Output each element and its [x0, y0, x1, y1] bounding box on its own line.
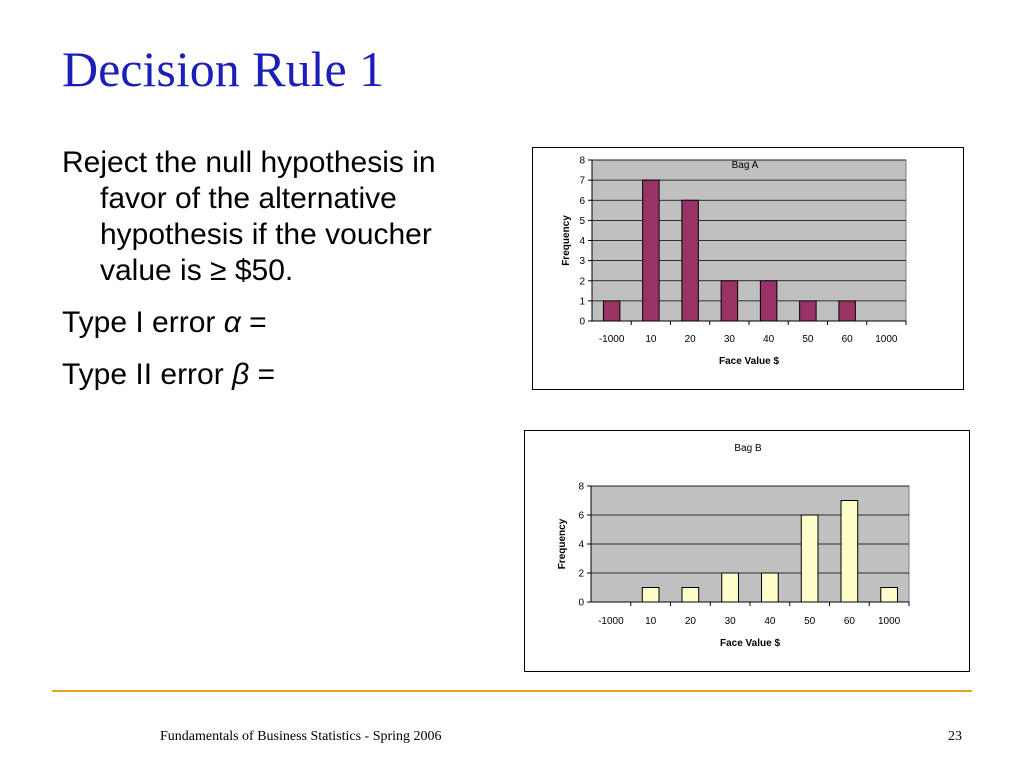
bag-a-y-axis-label: Frequency: [561, 215, 572, 266]
bag-b-x-tick-label: -1000: [598, 616, 624, 627]
bag-a-y-tick-label: 7: [579, 175, 585, 187]
bag-a-y-tick-label: 0: [579, 316, 585, 328]
bag-a-x-tick-label: -1000: [598, 334, 625, 345]
bag-a-title: Bag A: [731, 160, 759, 171]
type-two-error-label: Type II error: [62, 358, 233, 391]
slide-body: [62, 145, 502, 409]
bag-a-x-tick-label: 50: [802, 334, 814, 345]
beta-symbol: β: [232, 358, 250, 391]
bag-b-x-tick-label: 30: [724, 616, 736, 627]
bag-b-bar: [841, 501, 858, 603]
bag-b-chart: [524, 430, 970, 672]
bag-a-y-tick-label: 3: [579, 256, 585, 268]
bag-a-x-tick-label: 1000: [875, 334, 898, 345]
type-one-error-line: [62, 305, 502, 341]
page-number: 23: [948, 729, 962, 744]
bag-a-x-tick-label: 60: [841, 334, 853, 345]
bag-b-bar: [801, 515, 818, 602]
bag-b-y-tick-label: 0: [578, 597, 584, 609]
bag-a-y-tick-label: 6: [579, 195, 585, 207]
bag-b-bar: [682, 588, 699, 603]
bag-a-chart: [532, 147, 964, 390]
bag-a-bar: [643, 180, 659, 321]
type-one-error-label: Type I error: [62, 306, 224, 339]
bag-b-y-tick-label: 2: [578, 568, 584, 580]
alpha-symbol: α: [223, 306, 241, 339]
bag-b-x-tick-label: 1000: [878, 616, 901, 627]
bag-a-y-tick-label: 5: [579, 215, 585, 227]
footer-text: Fundamentals of Business Statistics - Spring 2006: [160, 729, 442, 744]
bag-b-bar: [762, 573, 779, 602]
bag-b-bar: [722, 573, 739, 602]
bag-b-x-tick-label: 20: [684, 616, 696, 627]
bag-a-chart-svg: [533, 148, 963, 389]
bag-a-bar: [760, 281, 776, 321]
bag-a-x-axis-label: Face Value $: [718, 356, 780, 367]
footer-rule: [52, 690, 972, 692]
bag-b-title: Bag B: [734, 443, 762, 454]
bag-b-chart-svg: [525, 431, 969, 671]
type-two-error-line: [62, 357, 502, 393]
bag-a-y-tick-label: 1: [579, 296, 585, 308]
bag-b-x-axis-label: Face Value $: [719, 638, 781, 649]
bag-a-x-tick-label: 30: [723, 334, 735, 345]
bag-a-y-tick-label: 2: [579, 276, 585, 288]
bag-a-bar: [839, 301, 855, 321]
bag-b-x-tick-label: 40: [764, 616, 776, 627]
bag-a-x-tick-label: 40: [763, 334, 775, 345]
bag-b-bar: [642, 588, 659, 603]
bag-b-x-tick-label: 10: [645, 616, 657, 627]
type-one-error-equals: =: [240, 306, 267, 339]
bag-a-bar: [603, 301, 619, 321]
bag-a-y-tick-label: 8: [579, 155, 585, 167]
bag-b-bar: [881, 588, 898, 603]
bag-b-x-tick-label: 50: [804, 616, 816, 627]
bag-a-bar: [800, 301, 816, 321]
bag-a-x-tick-label: 20: [684, 334, 696, 345]
bag-a-y-tick-label: 4: [579, 236, 585, 247]
bag-b-y-tick-label: 6: [578, 510, 584, 522]
bag-b-x-tick-label: 60: [843, 616, 855, 627]
bag-a-bar: [721, 281, 737, 321]
type-two-error-equals: =: [249, 358, 276, 391]
bag-b-y-tick-label: 4: [578, 539, 584, 551]
decision-rule-text: Reject the null hypothesis in favor of the alternative hypothesis if the voucher value is ≥ $50.: [62, 146, 436, 287]
bag-a-bar: [682, 200, 698, 321]
slide-title: Decision Rule 1: [62, 41, 385, 97]
bag-a-x-tick-label: 10: [645, 334, 657, 345]
bag-b-y-tick-label: 8: [578, 481, 584, 493]
bag-b-y-axis-label: Frequency: [557, 518, 568, 570]
